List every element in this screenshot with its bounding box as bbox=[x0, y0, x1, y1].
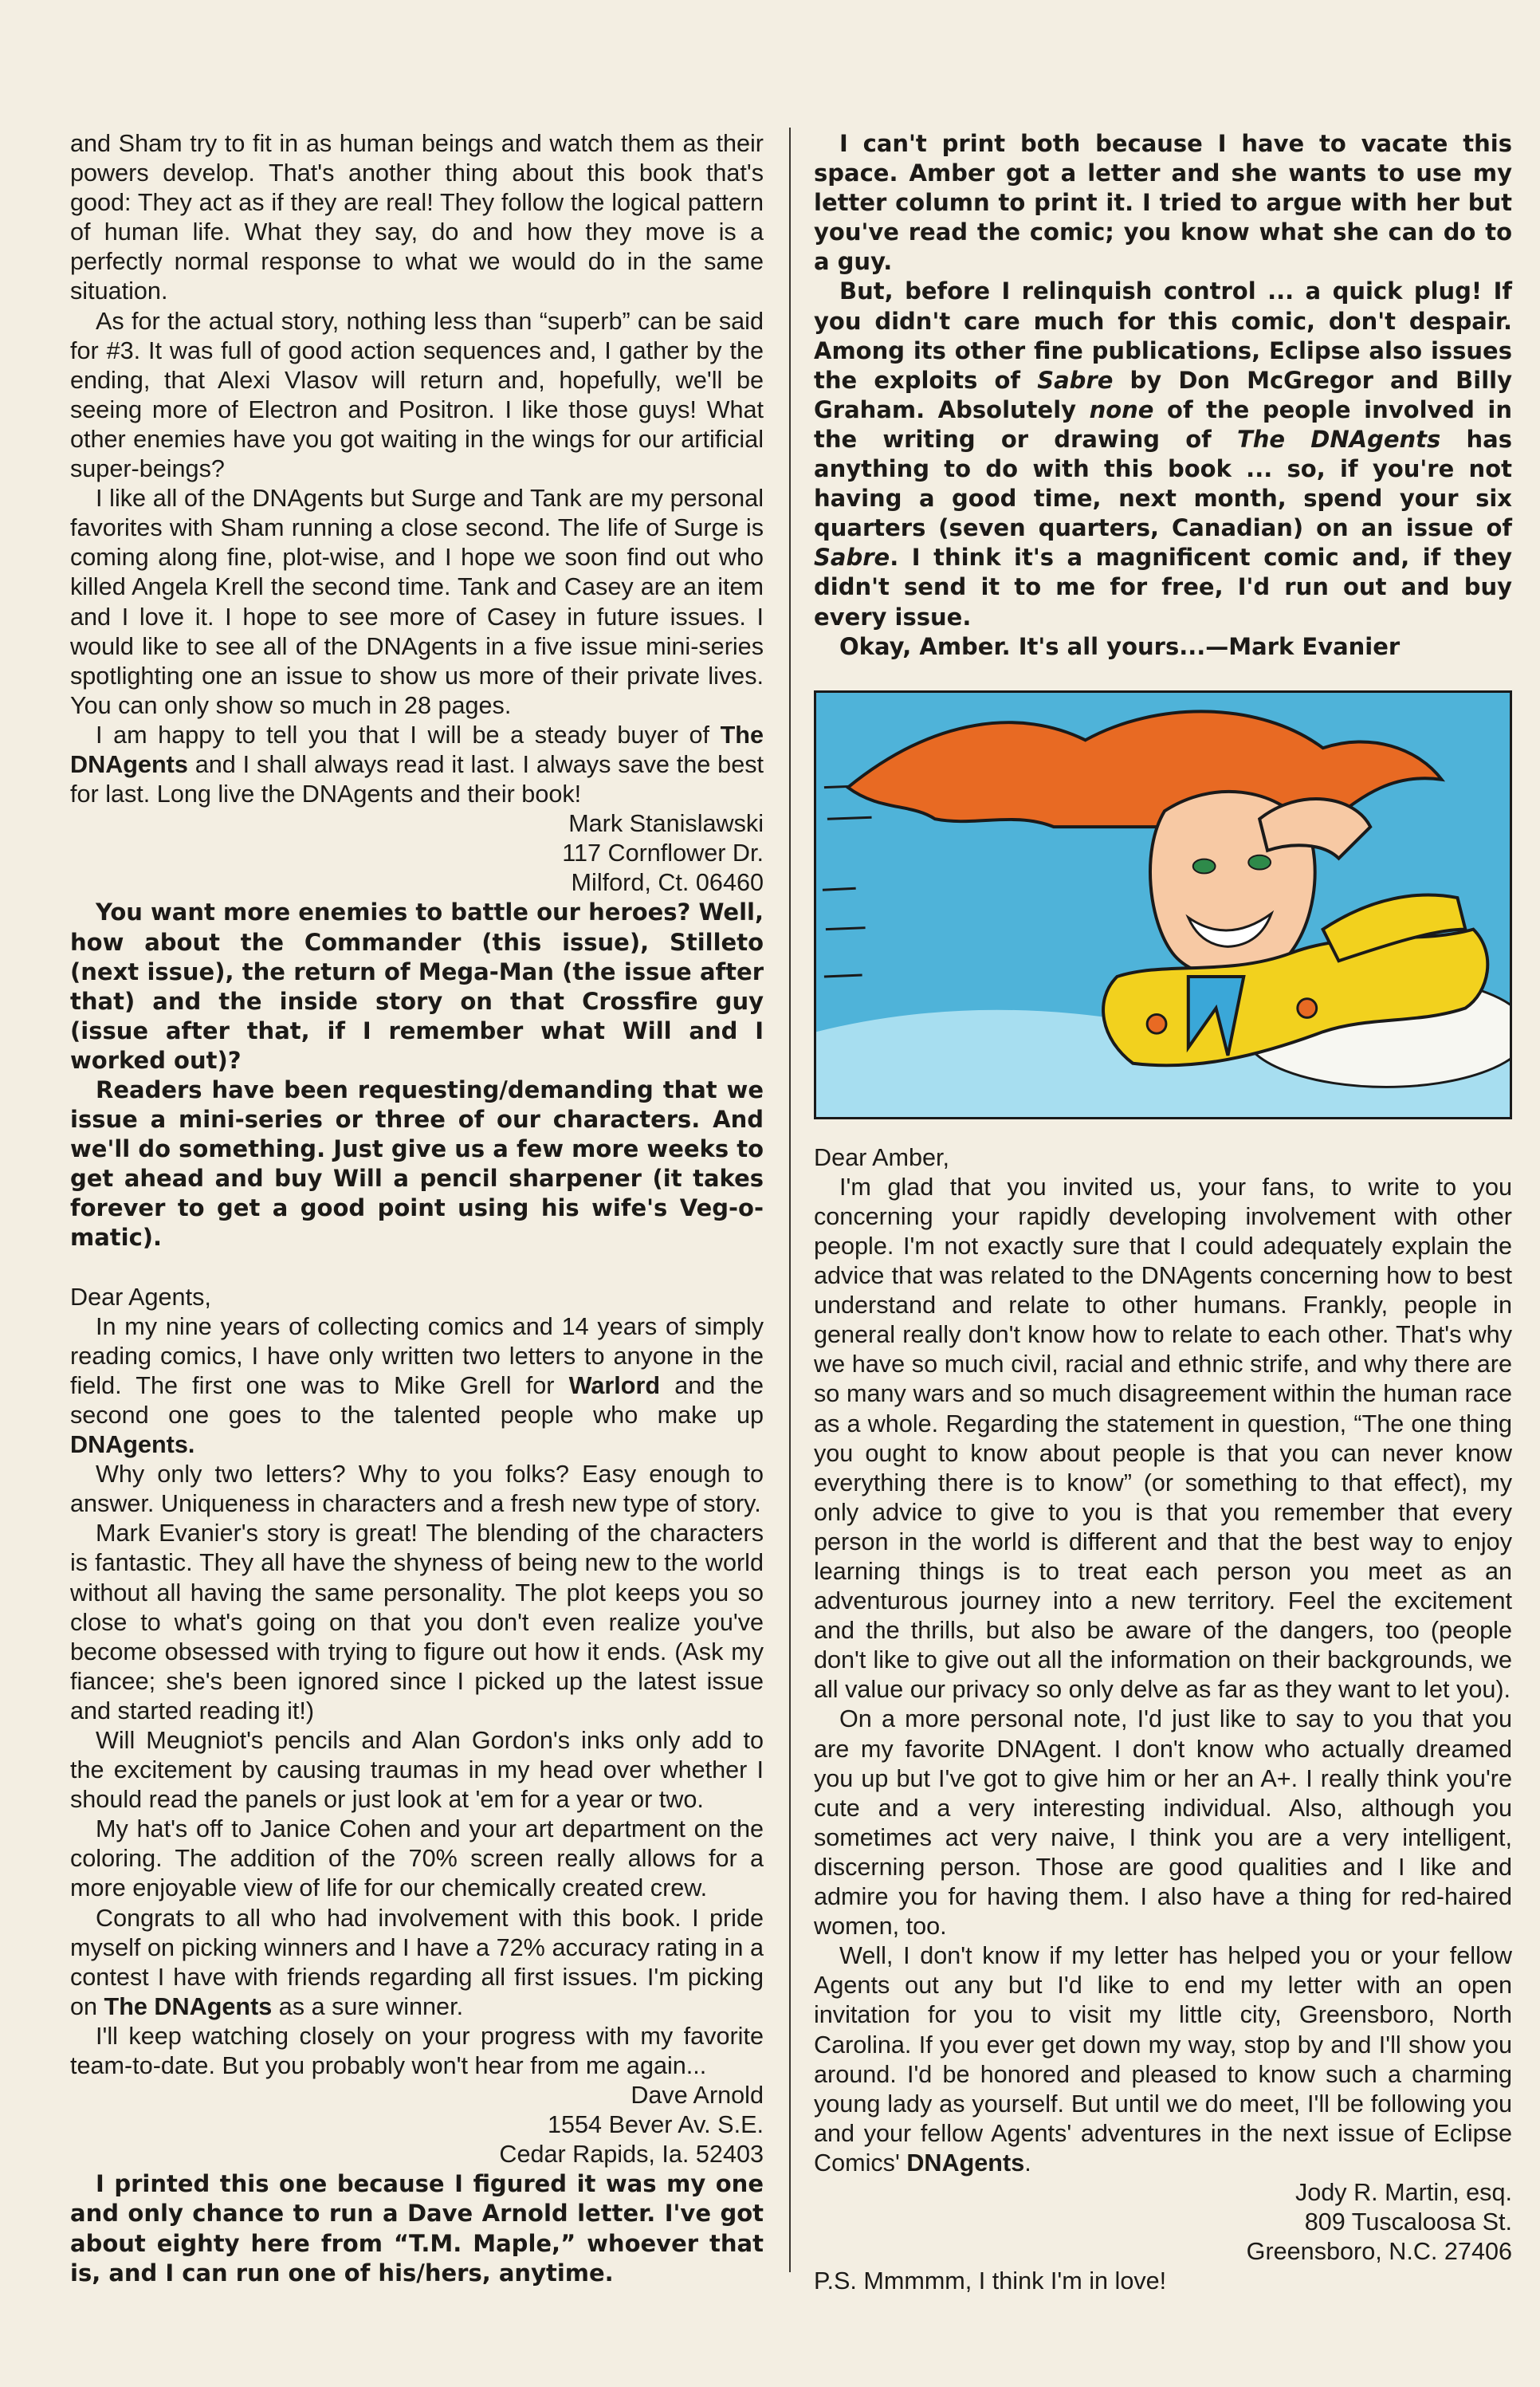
signature-city: Milford, Ct. 06460 bbox=[571, 869, 764, 897]
text-run: . I think it's a magnificent comic and, if they didn't send it to me for free, I'd run out and buy every issue. bbox=[814, 544, 1512, 631]
text-run: I am happy to tell you that I will be a steady buyer of bbox=[96, 721, 721, 749]
suit-button bbox=[1298, 998, 1317, 1017]
editor-paragraph: I printed this one because I figured it was my one and only chance to run a Dave Arnold letter. I've got about eighty here from “T.M. Maple,” whoever that is, and I can run one of his/hers, anytime. bbox=[70, 2170, 764, 2287]
letter-paragraph: I like all of the DNAgents but Surge and Tank are my personal favorites with Sham running a close second. The life of Surge is coming along fine, plot-wise, and I hope we soon find out who killed Angela Krell the second time. Tank and Casey are an item and I love it. I hope to see more of Casey in future issues. I would like to see all of the DNAgents in a five issue mini-series spotlighting one an issue to show us more of their private lives. You can only show so much in 28 pages. bbox=[70, 485, 764, 719]
letter-paragraph: Why only two letters? Why to you folks? Easy enough to answer. Uniqueness in characters and a fresh new type of story. bbox=[70, 1461, 764, 1518]
signature-address: 809 Tuscaloosa St. bbox=[1304, 2208, 1512, 2236]
salutation: Dear Amber, bbox=[814, 1143, 950, 1171]
editor-reply-3 bbox=[814, 129, 1512, 662]
editor-signoff: Okay, Amber. It's all yours...—Mark Evanier bbox=[839, 632, 1401, 660]
editor-paragraph bbox=[814, 277, 1512, 631]
salutation: Dear Agents, bbox=[70, 1283, 211, 1311]
letter-stanislawski bbox=[70, 129, 764, 898]
editor-reply-2 bbox=[70, 2169, 764, 2287]
suit-button bbox=[1147, 1014, 1166, 1033]
text-run: and I shall always read it last. I always save the best for last. Long live the DNAgents and their book! bbox=[70, 750, 764, 808]
letter-paragraph: Will Meugniot's pencils and Alan Gordon's inks only add to the excitement by causing traumas in my head over whether I should read the panels or just look at 'em for a year or two. bbox=[70, 1726, 764, 1814]
text-run: as a sure winner. bbox=[272, 1992, 464, 2020]
signature-name: Jody R. Martin, esq. bbox=[1294, 2178, 1512, 2206]
letter-paragraph bbox=[70, 1312, 764, 1460]
text-run: . bbox=[1024, 2149, 1031, 2177]
book-title: The DNAgents bbox=[104, 1992, 273, 2020]
text-run: has anything to do with this book ... so, if you're not having a good time, next month, spend your six quarters (seven quarters, Canadian) on an issue of bbox=[814, 425, 1512, 542]
signature-address: 117 Cornflower Dr. bbox=[562, 840, 764, 867]
right-column bbox=[814, 129, 1512, 2296]
book-title: DNAgents. bbox=[70, 1431, 195, 1459]
book-title: The DNAgents bbox=[70, 721, 764, 778]
text-run: by Don McGregor and Billy Graham. Absolutely bbox=[814, 366, 1512, 423]
postscript: P.S. Mmmmm, I think I'm in love! bbox=[814, 2267, 1167, 2295]
column-divider bbox=[789, 128, 791, 2272]
letter-arnold bbox=[70, 1283, 764, 2170]
editor-paragraph: I can't print both because I have to vacate this space. Amber got a letter and she wants to use my letter column to print it. I tried to argue with her but you've read the comic; you know what she can do to a guy. bbox=[814, 130, 1512, 276]
book-title: Sabre bbox=[1037, 366, 1114, 394]
letter-paragraph: and Sham try to fit in as human beings and watch them as their powers develop. That's another thing about this book that's good: They act as if they are real! They follow the logical pattern of human life. What they say, do and how they move is a perfectly normal response to what we would do in the same situation. bbox=[70, 130, 764, 305]
text-run: of the people involved in the writing or drawing of bbox=[814, 395, 1512, 453]
letter-paragraph: I'm glad that you invited us, your fans, to write to you concerning your rapidly developing involvement with other people. I'm not exactly sure that I could adequately explain the advice that was related to the DNAgents concerning how to best understand and relate to other humans. Frankly, people in general really don't know how to relate to each other. That's why we have so much civil, racial and ethnic strife, and why there are so many wars and so much disagreement within the human race as a whole. Regarding the statement in question, “The one thing you ought to know about people is that you can never know everything there is to know” (or something to that effect), my only advice to give to you is that you remember that every person in the world is different and that the best way to enjoy learning things is to treat each person you meet as an adventurous journey into a new territory. Feel the excitement and the thrills, but also be aware of the dangers, too (people don't like to give out all the information on their backgrounds, we all value our privacy so only delve as far as they want to let you). bbox=[814, 1173, 1512, 1704]
amber-eye bbox=[1248, 855, 1271, 869]
book-title: Sabre bbox=[814, 544, 890, 572]
letter-paragraph bbox=[70, 1904, 764, 2022]
signature-address: 1554 Bever Av. S.E. bbox=[548, 2111, 764, 2139]
spacer bbox=[70, 1253, 764, 1283]
signature-city: Greensboro, N.C. 27406 bbox=[1246, 2238, 1512, 2266]
text-run: In my nine years of collecting comics and 14 years of simply reading comics, I have only written two letters to anyone in the field. The first one was to Mike Grell for bbox=[70, 1312, 764, 1399]
letter-paragraph: As for the actual story, nothing less than “superb” can be said for #3. It was full of good action sequences and, I gather by the ending, that Alexi Vlasov will return and, hopefully, we'll be seeing more of Electron and Positron. I like those guys! What other enemies have you got waiting in the wings for our artificial super-beings? bbox=[70, 307, 764, 483]
letter-paragraph: On a more personal note, I'd just like to say to you that you are my favorite DNAgent. I don't know who actually dreamed you up but I've got to give him or her an A+. I really think you're cute and a very interesting individual. Also, although you sometimes act very naive, I think you are a very intelligent, discerning person. Those are good qualities and I like and admire you for having them. I also have a thing for red-haired women, too. bbox=[814, 1705, 1512, 1941]
signature-name: Mark Stanislawski bbox=[568, 810, 764, 838]
editor-reply-1 bbox=[70, 898, 764, 1252]
letter-paragraph: My hat's off to Janice Cohen and your art department on the coloring. The addition of the 70% screen really allows for a more enjoyable view of life for our chemically created crew. bbox=[70, 1815, 764, 1902]
left-column bbox=[70, 129, 764, 2288]
letter-paragraph bbox=[70, 721, 764, 809]
book-title: DNAgents bbox=[906, 2149, 1025, 2177]
text-run: Congrats to all who had involvement with this book. I pride myself on picking winners and I have a 72% accuracy rating in a contest I have with friends regarding all first issues. I'm picking on bbox=[70, 1904, 764, 2020]
text-run: But, before I relinquish control ... a quick plug! If you didn't care much for this comic, don't despair. Among its other fine publications, Eclipse also issues the exploits of bbox=[814, 277, 1512, 394]
book-title: Warlord bbox=[568, 1371, 661, 1399]
editor-paragraph: You want more enemies to battle our heroes? Well, how about the Commander (this issue), Stilleto (next issue), the return of Mega-Man (the issue after that) and the inside story on that Crossfire guy (issue after that, if I remember what Will and I worked out)? bbox=[70, 899, 764, 1074]
text-run: and the second one goes to the talented people who make up bbox=[70, 1371, 764, 1429]
book-title: The DNAgents bbox=[1237, 425, 1441, 453]
amber-illustration bbox=[816, 693, 1510, 1117]
emphasis: none bbox=[1089, 395, 1154, 423]
amber-eye bbox=[1193, 859, 1216, 873]
text-run: Well, I don't know if my letter has helped you or your fellow Agents out any but I'd like to end my letter with an open invitation for you to visit my little city, Greensboro, North Carolina. If you ever get down my way, stop by and I'll show you around. I'd be honored and pleased to know such a charming young lady as yourself. But until we do meet, I'll be following you and your fellow Agents' adventures in the next issue of Eclipse Comics' bbox=[814, 1942, 1512, 2177]
amber-comic-panel bbox=[814, 690, 1512, 1119]
letter-paragraph: Mark Evanier's story is great! The blending of the characters is fantastic. They all have the shyness of being new to the world without all having the same personality. The plot keeps you so close to what's going on that you don't even realize you've become obsessed with trying to figure out how it ends. (Ask my fiancee; she's been ignored since I picked up the latest issue and started reading it!) bbox=[70, 1520, 764, 1724]
letter-paragraph: I'll keep watching closely on your progress with my favorite team-to-date. But you probably won't hear from me again... bbox=[70, 2022, 764, 2079]
letter-paragraph bbox=[814, 1941, 1512, 2178]
editor-paragraph: Readers have been requesting/demanding that we issue a mini-series or three of our characters. And we'll do something. Just give us a few more weeks to get ahead and buy Will a pencil sharpener (it takes forever to get a good point using his wife's Veg-o-matic). bbox=[70, 1076, 764, 1252]
signature-name: Dave Arnold bbox=[631, 2082, 764, 2110]
signature-city: Cedar Rapids, Ia. 52403 bbox=[499, 2141, 764, 2169]
letter-martin bbox=[814, 1143, 1512, 2297]
